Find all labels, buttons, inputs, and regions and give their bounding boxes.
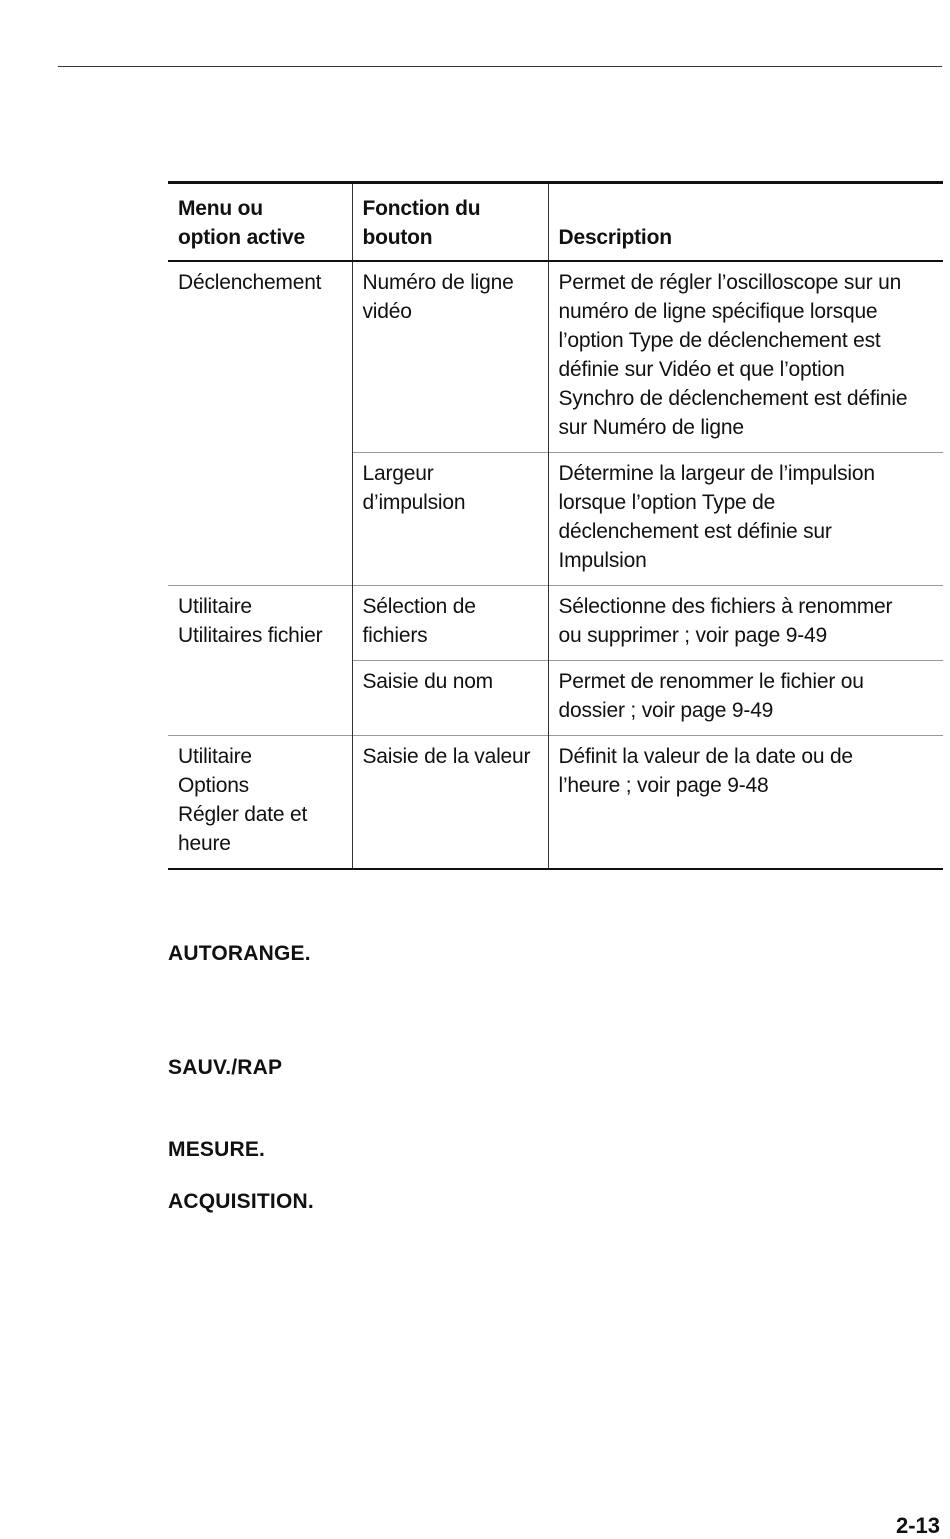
function-cell: Sélection de fichiers	[352, 586, 548, 661]
table-row	[168, 261, 943, 453]
menu-cell: Déclenchement	[168, 261, 352, 586]
menu-cell: Utilitaire Options Régler date et heure	[168, 736, 352, 870]
description-cell: Détermine la largeur de l’impulsion lorsque l’option Type de déclenchement est définie sur Impulsion	[558, 462, 875, 572]
description-cell: Permet de renommer le fichier ou dossier ; voir page 9-49	[558, 670, 864, 722]
heading-acquisition: ACQUISITION.	[168, 1190, 314, 1213]
table-row	[168, 586, 943, 661]
description-cell: Définit la valeur de la date ou de l’heure ; voir page 9-48	[558, 745, 853, 797]
function-cell: Saisie de la valeur	[352, 736, 548, 870]
header-description: Description	[558, 226, 672, 249]
function-cell: Numéro de ligne vidéo	[352, 261, 548, 453]
function-cell: Largeur d’impulsion	[352, 453, 548, 586]
button-function-table	[168, 181, 943, 870]
table-row	[168, 736, 943, 870]
menu-cell: Utilitaire Utilitaires fichier	[168, 586, 352, 736]
header-function: Fonction du bouton	[352, 183, 548, 262]
heading-mesure: MESURE.	[168, 1138, 266, 1161]
heading-sauv-rap: SAUV./RAP	[168, 1056, 283, 1079]
page-number: 2-13	[895, 1513, 940, 1538]
header-menu: Menu ou option active	[168, 183, 352, 262]
description-cell: Sélectionne des fichiers à renommer ou supprimer ; voir page 9-49	[558, 595, 893, 647]
description-cell: Permet de régler l’oscilloscope sur un numéro de ligne spécifique lorsque l’option Type de déclenchement est définie sur Vidéo et que l’option Synchro de déclenchement est définie sur Numéro de ligne	[558, 271, 908, 439]
function-cell: Saisie du nom	[352, 661, 548, 736]
heading-autorange: AUTORANGE.	[168, 942, 311, 965]
header-rule	[58, 66, 942, 67]
table-header-row	[168, 183, 943, 262]
